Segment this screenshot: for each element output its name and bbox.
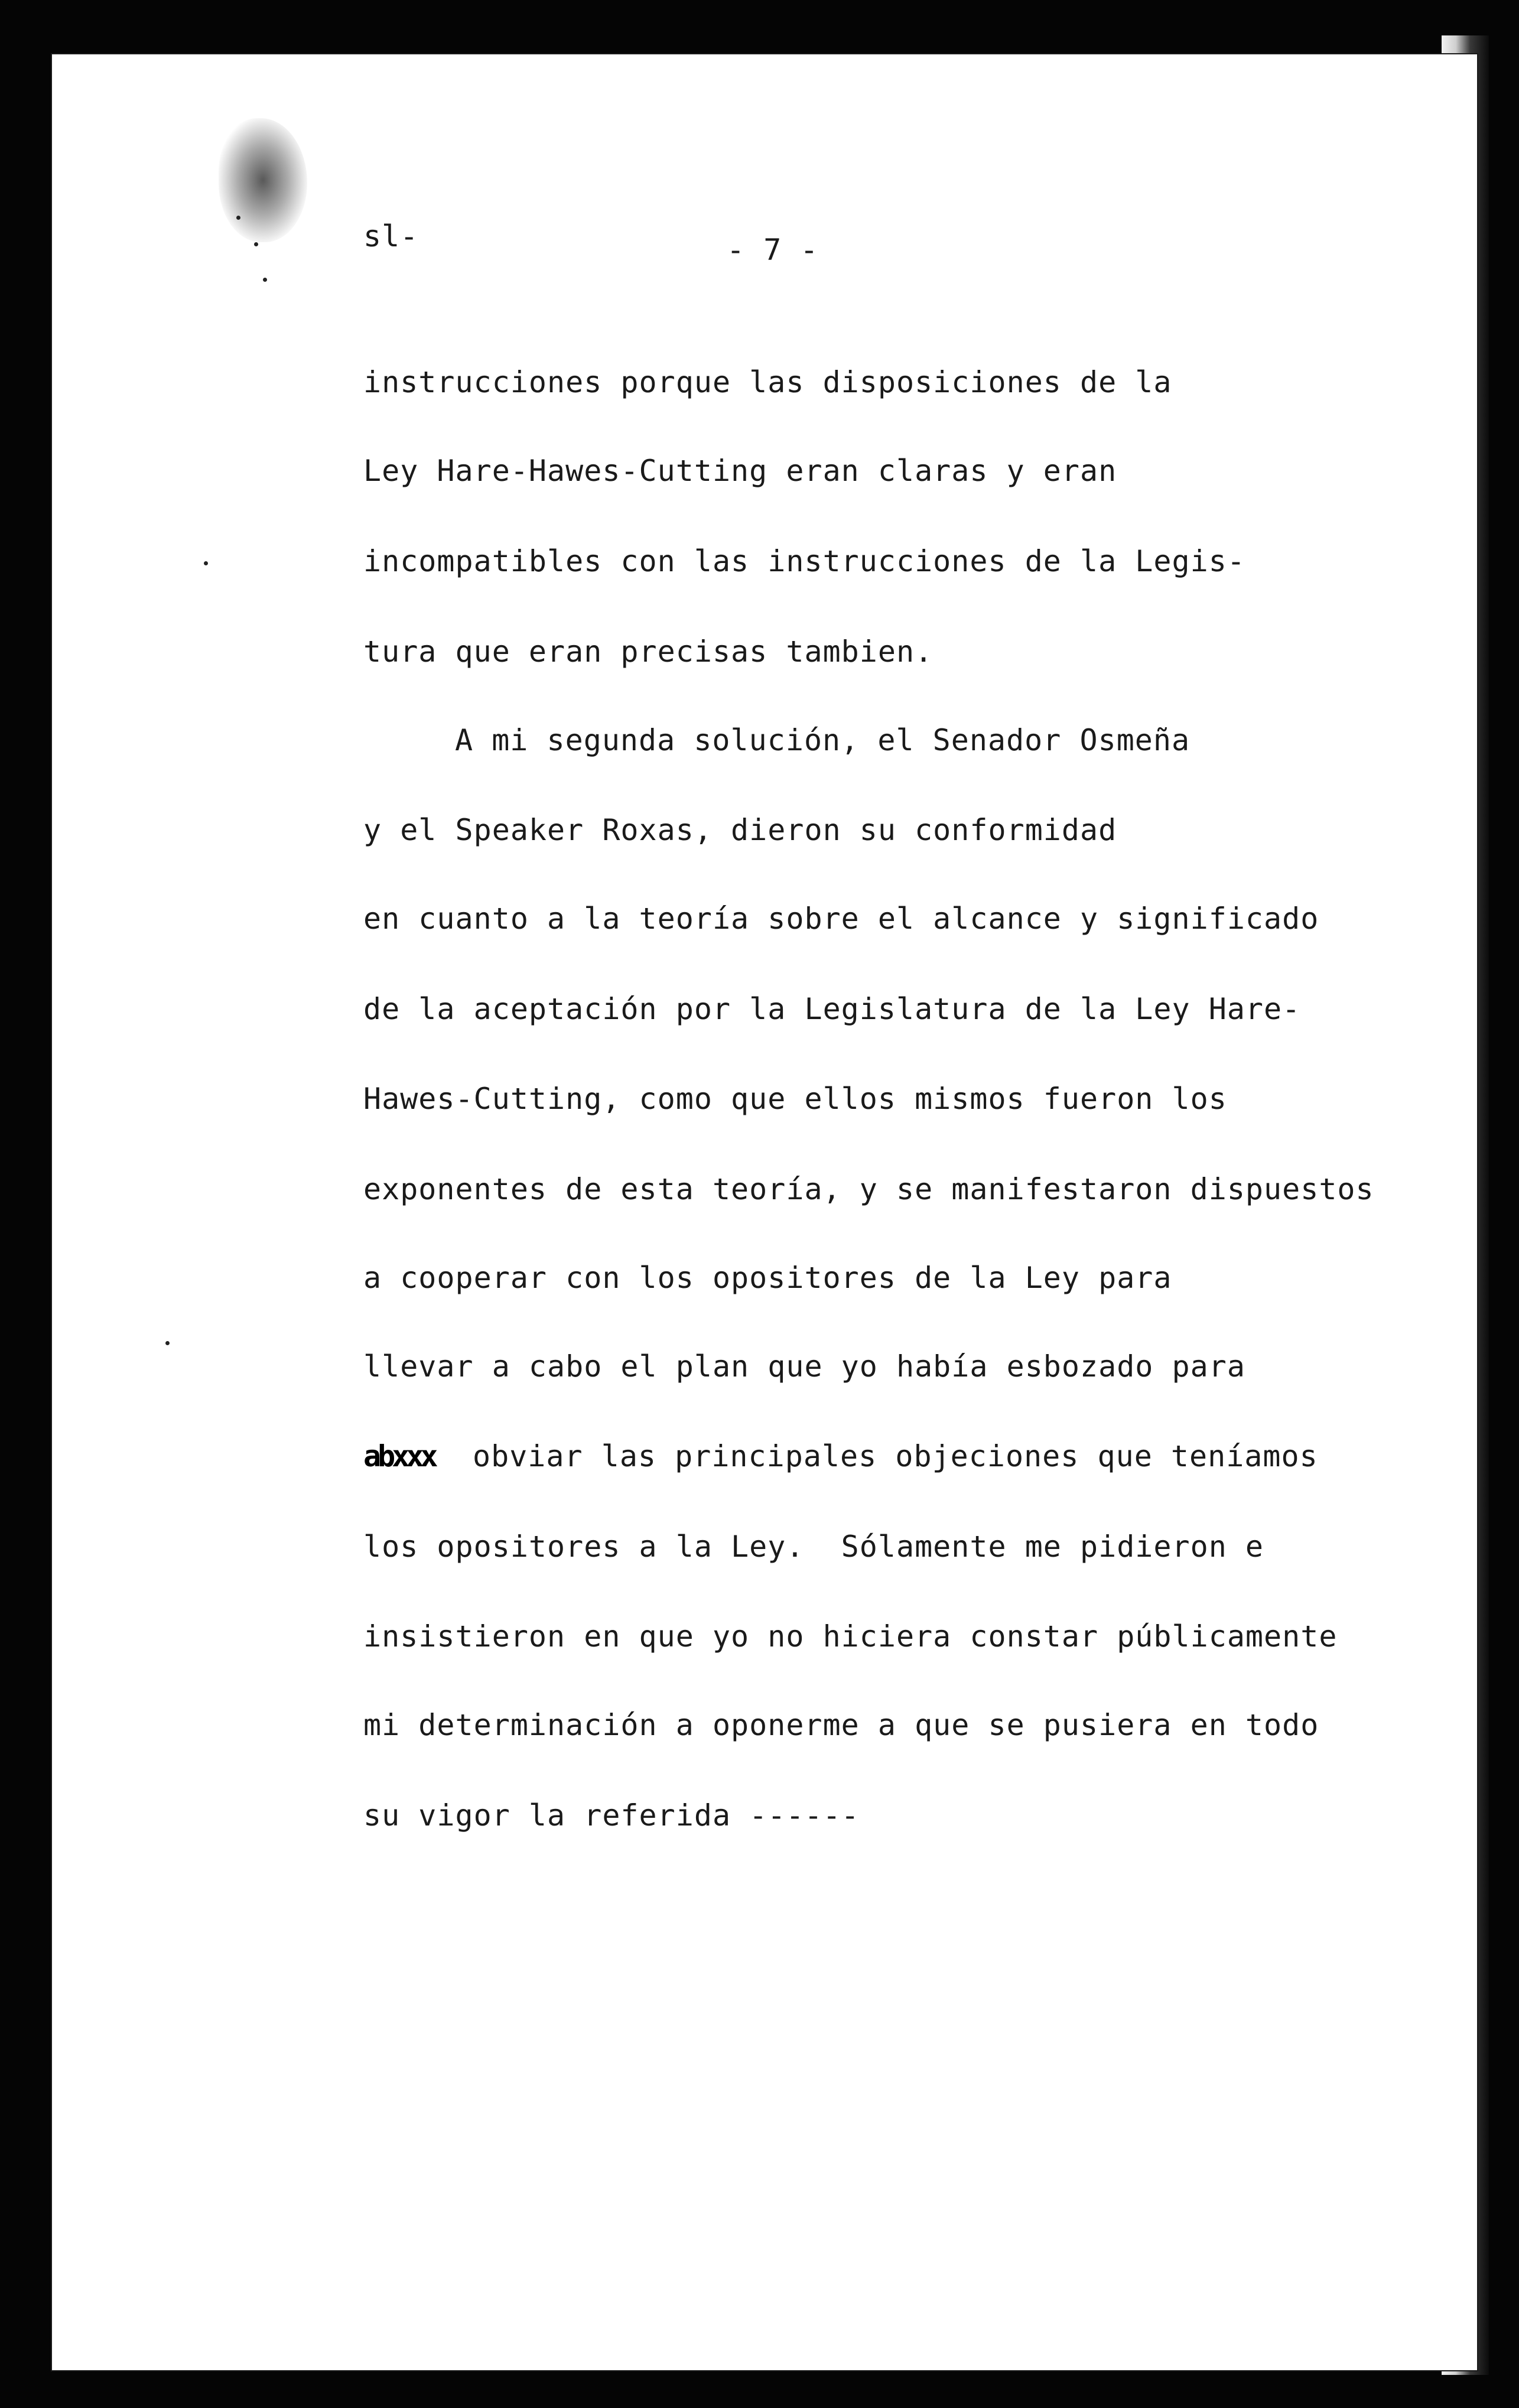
ink-speck — [254, 242, 258, 246]
body-line-10: exponentes de esta teoría, y se manifestaron dispuestos — [363, 1172, 1374, 1206]
typist-initials: sl- — [363, 219, 419, 253]
body-line-12: llevar a cabo el plan que yo había esbozado para — [363, 1349, 1245, 1384]
body-line-16: mi determinación a oponerme a que se pusiera en todo — [363, 1708, 1319, 1742]
page-number: - 7 - — [727, 233, 819, 267]
ink-speck — [263, 278, 267, 282]
body-line-9: Hawes-Cutting, como que ellos mismos fueron los — [363, 1082, 1227, 1116]
body-line-7: en cuanto a la teoría sobre el alcance y significado — [363, 902, 1319, 936]
body-line-4: tura que eran precisas tambien. — [363, 634, 933, 669]
body-line-17: su vigor la referida ------ — [363, 1798, 860, 1833]
body-line-5: A mi segunda solución, el Senador Osmeña — [455, 723, 1191, 757]
ink-speck — [204, 561, 208, 565]
body-line-1: instrucciones porque las disposiciones de la — [363, 365, 1172, 399]
struck-word: abxxx — [363, 1439, 435, 1473]
body-line-15: insistieron en que yo no hiciera constar públicamente — [363, 1619, 1338, 1654]
body-line-11: a cooperar con los opositores de la Ley para — [363, 1261, 1172, 1295]
body-line-14: los opositores a la Ley. Sólamente me pidieron e — [363, 1530, 1264, 1564]
body-line-6: y el Speaker Roxas, dieron su conformidad — [363, 813, 1117, 847]
body-line-3: incompatibles con las instrucciones de la Legis- — [363, 544, 1245, 578]
ink-speck — [236, 216, 240, 220]
ink-speck — [165, 1341, 170, 1345]
body-line-13: obviar las principales objeciones que teníamos — [473, 1439, 1318, 1473]
body-line-2: Ley Hare-Hawes-Cutting eran claras y eran — [363, 454, 1117, 488]
body-line-8: de la aceptación por la Legislatura de la Ley Hare- — [363, 992, 1301, 1026]
typewritten-page — [52, 54, 1477, 2370]
